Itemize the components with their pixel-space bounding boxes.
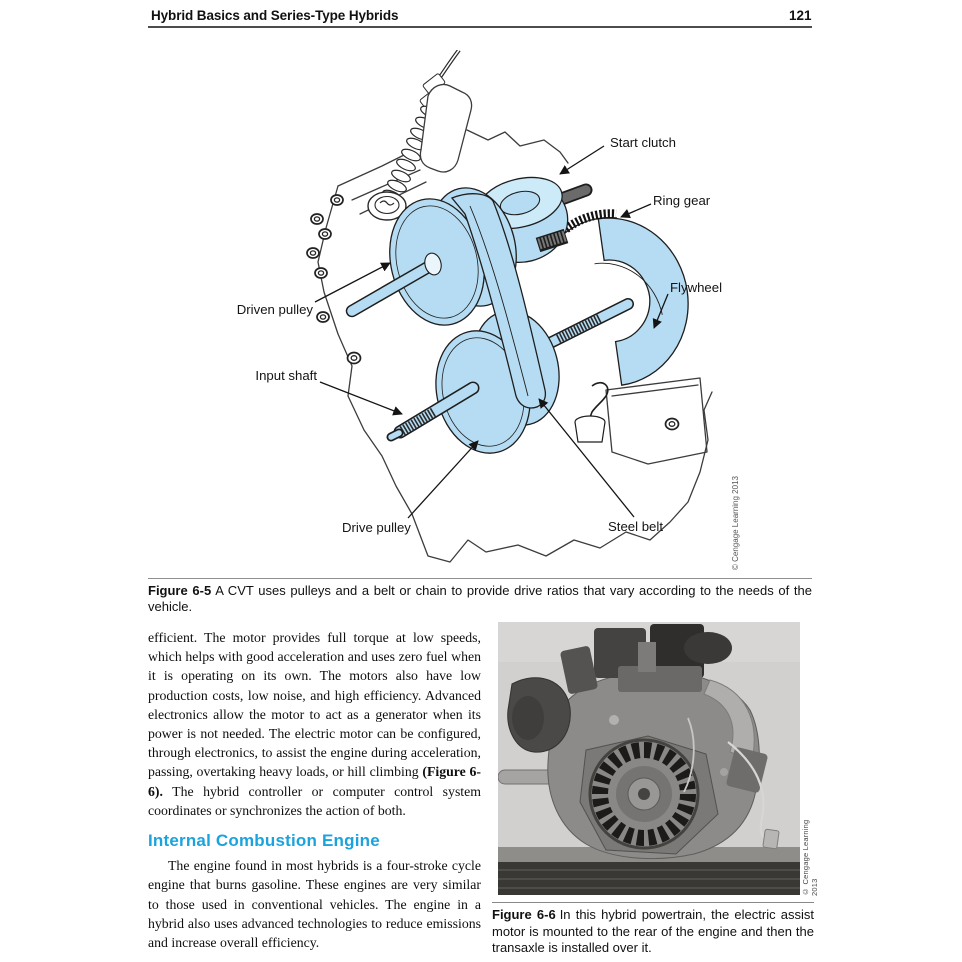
label-ring-gear: Ring gear (653, 193, 711, 208)
figure-6-5-caption-text: A CVT uses pulleys and a belt or chain to provide drive ratios that vary according to the needs of the vehicle. (148, 583, 813, 614)
figure-6-6-caption-text: In this hybrid powertrain, the electric assist motor is mounted to the rear of the engine and then the transaxle is installed over it. (492, 907, 814, 955)
header-rule (148, 26, 812, 28)
figure-6-6-caption (492, 907, 814, 957)
paragraph-1-figure-ref: (Figure 6-6). (148, 764, 481, 799)
label-drive-pulley: Drive pulley (342, 520, 411, 535)
figure-6-6-credit: © Cengage Learning 2013 (801, 819, 819, 896)
paragraph-1-text-a: efficient. The motor provides full torque at low speeds, which helps with good acceleration and uses zero fuel when it is operating on its own. The motors also have low production costs, low noise, and high efficiency. Advanced electronics allow the motor to act as a generator when its power is not needed. The electric motor can be configured, through electronics, to assist the engine during acceleration, passing, overtaking heavy loads, or hill climbing (148, 630, 481, 780)
section-heading-internal-combustion-engine: Internal Combustion Engine (148, 831, 380, 851)
flywheel (595, 208, 699, 385)
secondary-shaft (548, 304, 628, 344)
running-head: Hybrid Basics and Series-Type Hybrids (151, 8, 399, 23)
label-flywheel: Flywheel (670, 280, 723, 295)
figure-6-6-caption-rule (492, 902, 814, 903)
figure-6-5-caption-rule (148, 578, 812, 579)
body-column-left (148, 628, 481, 952)
body-paragraph-2: The engine found in most hybrids is a four-stroke cycle engine that burns gasoline. These engines are very similar to those used in conventional vehicles. The engine in a hybrid also uses advanced technologies to reduce emissions and increase overall efficiency. (148, 858, 481, 951)
figure-6-5-caption-label: Figure 6-5 (148, 583, 212, 598)
paragraph-1-text-b: The hybrid controller or computer control system coordinates or synchronizes the action of both. (148, 783, 481, 818)
figure-6-6-caption-label: Figure 6-6 (492, 907, 556, 922)
oil-funnel (575, 383, 608, 442)
figure-6-5-caption (148, 583, 812, 614)
mounting-bracket (420, 84, 471, 172)
figure-6-5-credit: © Cengage Learning 2013 (731, 476, 740, 570)
label-driven-pulley: Driven pulley (236, 302, 313, 317)
page-number: 121 (789, 8, 812, 23)
figure-6-6-photo (498, 622, 800, 895)
label-start-clutch: Start clutch (610, 135, 676, 150)
body-paragraph-1 (148, 628, 481, 820)
label-steel-belt: Steel belt (608, 519, 663, 534)
label-input-shaft: Input shaft (255, 368, 317, 383)
drive-pulley (423, 302, 570, 464)
figure-6-5-diagram (230, 50, 820, 575)
